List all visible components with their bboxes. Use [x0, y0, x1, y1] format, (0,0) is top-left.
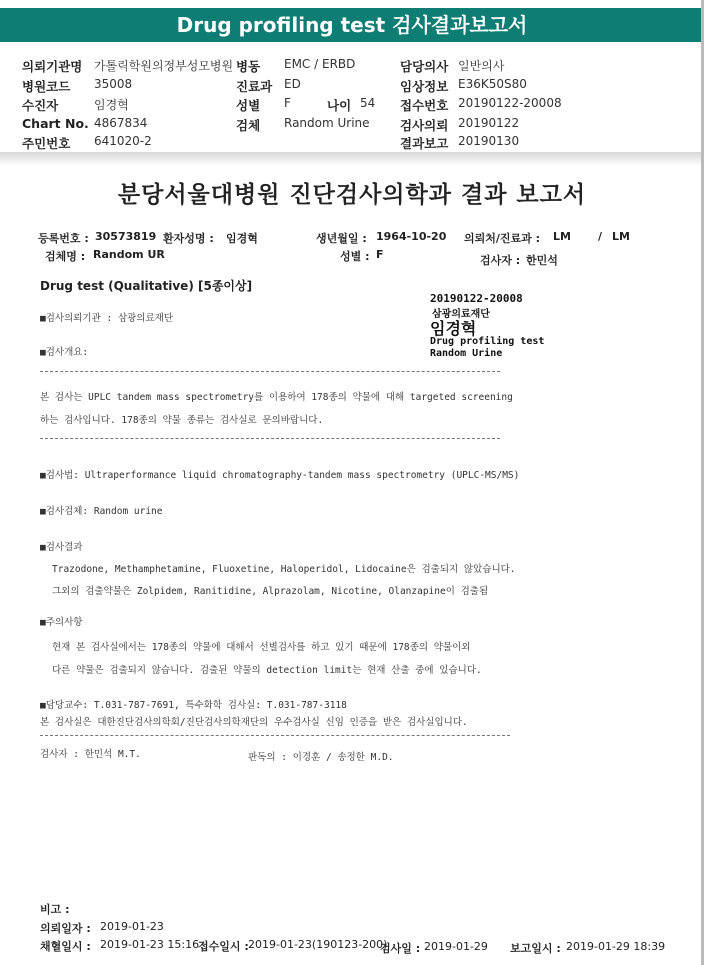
divider — [40, 438, 500, 439]
overview-text-2: 하는 검사입니다. 178종의 약물 종류는 검사실로 문의바랍니다. — [40, 415, 324, 426]
specimen-name-value: Random UR — [93, 248, 165, 261]
label-sex: 성별 — [236, 98, 261, 113]
label-institution: 의뢰기관명 — [22, 59, 83, 74]
specimen-name-label: 검체명 : — [45, 250, 86, 263]
label-test-request: 검사의뢰 — [400, 118, 449, 133]
value-specimen: Random Urine — [284, 116, 370, 130]
report-title: 분당서울대병원 진단검사의학과 결과 보고서 — [117, 182, 587, 208]
overview-text-1: 본 검사는 UPLC tandem mass spectrometry를 이용하여 178종의 약물에 대해 targeted screening — [40, 392, 513, 403]
value-chart-no: 4867834 — [94, 116, 148, 130]
divider — [40, 735, 510, 736]
label-hospital-code: 병원코드 — [22, 79, 71, 94]
report-time-value: 2019-01-29 18:39 — [566, 940, 666, 953]
specimen-line: ■검사검체: Random urine — [40, 506, 163, 517]
caution-line-1: 현재 본 검사실에서는 178종의 약물에 대해서 선별검사를 하고 있기 때문에 178종의 약물이외 — [52, 642, 471, 653]
result-line-1: Trazodone, Methamphetamine, Fluoxetine, Haloperidol, Lidocaine은 검출되지 않았습니다. — [52, 564, 516, 575]
requesting-institution: ■검사의뢰기관 : 삼광의료재단 — [40, 313, 174, 324]
label-clinical-info: 임상정보 — [400, 79, 449, 94]
patient-name-value: 임경혁 — [226, 232, 258, 245]
dept-value-1: LM — [553, 230, 571, 243]
collection-value: 2019-01-23 15:16 — [100, 938, 200, 951]
stamp-patient: 임경혁 — [430, 319, 477, 338]
value-receipt-no: 20190122-20008 — [458, 96, 562, 110]
label-doctor: 담당의사 — [400, 59, 449, 74]
caution-line-2: 다른 약물은 검출되지 않습니다. 검출된 약물의 detection limit는 현재 산출 중에 있습니다. — [52, 665, 482, 676]
label-patient: 수진자 — [22, 98, 59, 113]
dob-label: 생년월일 : — [316, 232, 367, 245]
label-ward: 병동 — [236, 59, 261, 74]
test-date-label: 검사일 : — [380, 942, 421, 955]
label-result-report: 결과보고 — [400, 136, 449, 151]
certification-line: 본 검사실은 대한진단검사의학회/진단검사의학재단의 우수검사실 신임 인증을 받은 검사실입니다. — [40, 717, 468, 728]
method-line: ■검사법: Ultraperformance liquid chromatography-tandem mass spectrometry (UPLC-MS/MS) — [40, 470, 520, 481]
sex-label: 성별 : — [340, 250, 370, 263]
label-age: 나이 — [327, 98, 352, 113]
signature-tester: 검사자 : 한민석 M.T. — [40, 749, 141, 760]
report-banner-title: Drug profiling test 검사결과보고서 — [0, 8, 704, 42]
receipt-label: 접수일시 : — [198, 940, 249, 953]
contact-line: ■담당교수: T.031-787-7691, 특수화학 검사실: T.031-787-3118 — [40, 700, 347, 711]
label-receipt-no: 접수번호 — [400, 98, 449, 113]
result-line-2: 그외의 검출약물은 Zolpidem, Ranitidine, Alprazolam, Nicotine, Olanzapine이 검출됨 — [52, 586, 489, 597]
stamp-specimen: Random Urine — [430, 348, 503, 359]
value-patient: 임경혁 — [94, 98, 129, 112]
value-department: ED — [284, 77, 301, 91]
result-heading: ■검사결과 — [40, 542, 83, 553]
test-date-value: 2019-01-29 — [424, 940, 488, 953]
caution-heading: ■주의사항 — [40, 617, 83, 628]
label-resident-no: 주민번호 — [22, 136, 71, 151]
signature-reader: 판독의 : 이경훈 / 송정한 M.D. — [248, 752, 394, 763]
patient-name-label: 환자성명 : — [163, 232, 214, 245]
overview-heading: ■검사개요: — [40, 347, 89, 358]
request-date-value: 2019-01-23 — [100, 920, 164, 933]
label-department: 진료과 — [236, 79, 273, 94]
value-result-report: 20190130 — [458, 134, 520, 148]
report-time-label: 보고일시 : — [510, 942, 561, 955]
stamp-receipt-no: 20190122-20008 — [430, 292, 523, 305]
dob-value: 1964-10-20 — [376, 230, 447, 243]
value-resident-no: 641020-2 — [94, 134, 152, 148]
receipt-value: 2019-01-23(190123-200) — [248, 938, 388, 951]
dept-label: 의뢰처/진료과 : — [464, 232, 541, 245]
value-doctor: 일반의사 — [458, 59, 505, 73]
tester-label: 검사자 : — [480, 254, 521, 267]
dept-separator: / — [598, 230, 603, 243]
value-institution: 가톨릭학원의정부성모병원 — [94, 59, 234, 73]
value-sex: F — [284, 96, 291, 110]
divider — [40, 371, 500, 372]
tester-value: 한민석 — [526, 254, 558, 267]
header-divider — [0, 152, 704, 166]
value-age: 54 — [360, 96, 376, 110]
label-specimen: 검체 — [236, 118, 261, 133]
test-name: Drug test (Qualitative) [5종이상] — [40, 279, 253, 293]
value-clinical-info: E36K50S80 — [458, 77, 527, 91]
reg-no-label: 등록번호 : — [38, 232, 89, 245]
sex-value: F — [376, 248, 384, 261]
label-chart-no: Chart No. — [22, 116, 89, 131]
stamp-test: Drug profiling test — [430, 336, 545, 347]
collection-label: 채혈일시 : — [40, 940, 91, 953]
reg-no-value: 30573819 — [95, 230, 157, 243]
value-hospital-code: 35008 — [94, 77, 133, 91]
remark-label: 비고 : — [40, 903, 70, 916]
value-test-request: 20190122 — [458, 116, 520, 130]
dept-value-2: LM — [612, 230, 630, 243]
stamp-lab: 삼광의료재단 — [432, 309, 490, 320]
request-date-label: 의뢰일자 : — [40, 922, 91, 935]
value-ward: EMC / ERBD — [284, 57, 356, 71]
